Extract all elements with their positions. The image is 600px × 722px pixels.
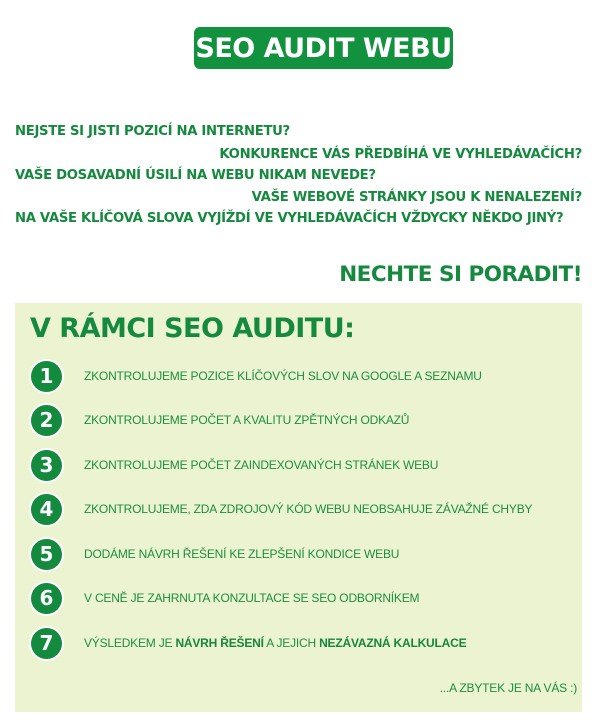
list-item-text: ZKONTROLUJEME POZICE KLÍČOVÝCH SLOV NA GOOGLE A SEZNAMU [84,369,482,383]
list-item-text: ZKONTROLUJEME POČET ZAINDEXOVANÝCH STRÁNEK WEBU [84,458,439,472]
list-item-text: ZKONTROLUJEME, ZDA ZDROJOVÝ KÓD WEBU NEOBSAHUJE ZÁVAŽNÉ CHYBY [84,502,533,516]
list-item-text: V CENĚ JE ZAHRNUTA KONZULTACE SE SEO ODBORNÍKEM [84,591,420,605]
audit-scope-panel [15,303,582,712]
number-badge-icon: 5 [31,539,62,570]
list-item [31,403,409,437]
number-badge-icon: 6 [31,583,62,614]
list-item [31,448,438,482]
panel-title: V RÁMCI SEO AUDITU: [30,313,355,344]
question-4: VAŠE WEBOVÉ STRÁNKY JSOU K NENALEZENÍ? [251,190,582,205]
emphasis-calculation: NEZÁVAZNÁ KALKULACE [319,636,467,650]
question-5: NA VAŠE KLÍČOVÁ SLOVA VYJÍŽDÍ VE VYHLEDÁVAČÍCH VŽDYCKY NĚKDO JINÝ? [15,211,564,226]
list-item-text: ZKONTROLUJEME POČET A KVALITU ZPĚTNÝCH ODKAZŮ [84,413,410,427]
number-badge-icon: 3 [31,450,62,481]
footer-note: ...A ZBYTEK JE NA VÁS :) [439,681,577,695]
question-1: NEJSTE SI JISTI POZICÍ NA INTERNETU? [15,124,290,139]
text-part: VÝSLEDKEM JE [84,636,176,650]
call-to-action-heading: NECHTE SI PORADIT! [339,262,582,287]
emphasis-solution: NÁVRH ŘEŠENÍ [175,636,264,650]
text-part: A JEJICH [263,636,320,650]
list-item [31,492,532,526]
list-item [31,581,419,615]
number-badge-icon: 1 [31,361,62,392]
number-badge-icon: 2 [31,405,62,436]
number-badge-icon: 7 [31,628,62,659]
list-item-text [84,636,466,650]
question-3: VAŠE DOSAVADNÍ ÚSILÍ NA WEBU NIKAM NEVEDE? [15,168,376,183]
question-2: KONKURENCE VÁS PŘEDBÍHÁ VE VYHLEDÁVAČÍCH? [219,147,582,162]
list-item-text: DODÁME NÁVRH ŘEŠENÍ KE ZLEPŠENÍ KONDICE WEBU [84,547,400,561]
list-item [31,537,399,571]
number-badge-icon: 4 [31,494,62,525]
page-title-badge: SEO AUDIT WEBU [194,27,453,69]
list-item [31,359,482,393]
list-item [31,626,466,660]
